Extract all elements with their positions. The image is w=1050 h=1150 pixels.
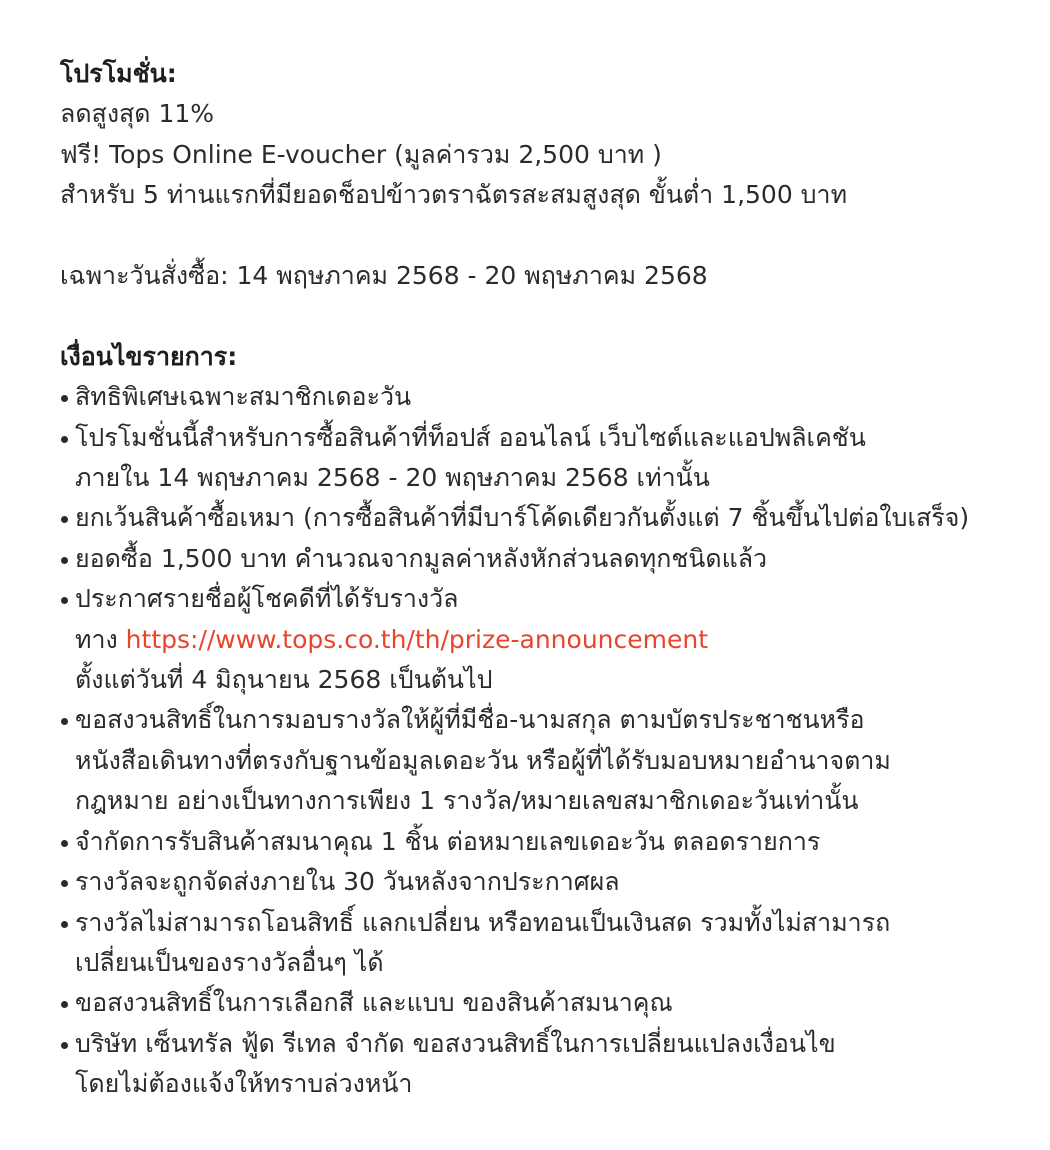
- condition-text: ประกาศรายชื่อผู้โชคดีที่ได้รับรางวัล: [75, 584, 459, 614]
- condition-text: โดยไม่ต้องแจ้งให้ทราบล่วงหน้า: [75, 1069, 413, 1099]
- condition-text: รางวัลจะถูกจัดส่งภายใน 30 วันหลังจากประกาศผล: [75, 867, 620, 897]
- promotion-discount: ลดสูงสุด 11%: [60, 99, 215, 129]
- condition-text: หนังสือเดินทางที่ตรงกับฐานข้อมูลเดอะวัน หรือผู้ที่ได้รับมอบหมายอำนาจตาม: [75, 745, 891, 775]
- condition-item-non-transferable: [60, 903, 1010, 984]
- link-prefix: ทาง: [75, 624, 126, 654]
- condition-item-winner-announcement: [60, 579, 1010, 700]
- condition-item-gift-limit: [60, 822, 1010, 862]
- condition-text: รางวัลไม่สามารถโอนสิทธิ์ แลกเปลี่ยน หรือทอนเป็นเงินสด รวมทั้งไม่สามารถ: [75, 907, 891, 937]
- condition-item-members-only: [60, 377, 1010, 417]
- condition-text: โปรโมชั่นนี้สำหรับการซื้อสินค้าที่ท็อปส์ ออนไลน์ เว็บไซต์และแอปพลิเคชัน: [75, 422, 866, 452]
- condition-item-channels: [60, 418, 1010, 499]
- conditions-heading: เงื่อนไขรายการ:: [60, 341, 238, 371]
- condition-text: ยอดซื้อ 1,500 บาท คำนวณจากมูลค่าหลังหักส่วนลดทุกชนิดแล้ว: [75, 543, 768, 573]
- condition-item-identity: [60, 700, 1010, 821]
- condition-text: บริษัท เซ็นทรัล ฟู้ด รีเทล จำกัด ขอสงวนสิทธิ์ในการเปลี่ยนแปลงเงื่อนไข: [75, 1028, 836, 1058]
- condition-item-color-style: [60, 983, 1010, 1023]
- condition-text: ภายใน 14 พฤษภาคม 2568 - 20 พฤษภาคม 2568 เท่านั้น: [75, 463, 710, 493]
- promotion-voucher: ฟรี! Tops Online E-voucher (มูลค่ารวม 2,500 บาท ): [60, 139, 662, 169]
- spacer: [60, 216, 1010, 256]
- prize-announcement-link[interactable]: https://www.tops.co.th/th/prize-announcement: [125, 624, 709, 654]
- condition-text: กฎหมาย อย่างเป็นทางการเพียง 1 รางวัล/หมายเลขสมาชิกเดอะวันเท่านั้น: [75, 786, 859, 816]
- conditions-list: [60, 377, 1010, 1104]
- condition-text: ตั้งแต่วันที่ 4 มิถุนายน 2568 เป็นต้นไป: [75, 665, 493, 695]
- condition-text: เปลี่ยนเป็นของรางวัลอื่นๆ ได้: [75, 947, 384, 977]
- condition-item-change-rights: [60, 1024, 1010, 1105]
- condition-item-spend-calculation: [60, 539, 1010, 579]
- condition-item-bulk-exclusion: [60, 498, 1010, 538]
- announcement-link-line: [75, 620, 1010, 660]
- condition-text: ขอสงวนสิทธิ์ในการเลือกสี และแบบ ของสินค้าสมนาคุณ: [75, 988, 673, 1018]
- condition-text: ยกเว้นสินค้าซื้อเหมา (การซื้อสินค้าที่มีบาร์โค้ดเดียวกันตั้งแต่ 7 ชิ้นขึ้นไปต่อใบเสร็จ): [75, 503, 970, 533]
- condition-text: สิทธิพิเศษเฉพาะสมาชิกเดอะวัน: [75, 382, 412, 412]
- spacer: [60, 296, 1010, 336]
- promotion-eligibility: สำหรับ 5 ท่านแรกที่มียอดช็อปข้าวตราฉัตรสะสมสูงสุด ขั้นต่ำ 1,500 บาท: [60, 180, 848, 210]
- promotion-period: เฉพาะวันสั่งซื้อ: 14 พฤษภาคม 2568 - 20 พฤษภาคม 2568: [60, 261, 708, 291]
- condition-text: จำกัดการรับสินค้าสมนาคุณ 1 ชิ้น ต่อหมายเลขเดอะวัน ตลอดรายการ: [75, 826, 821, 856]
- condition-item-delivery: [60, 862, 1010, 902]
- promotion-heading: โปรโมชั่น:: [60, 59, 177, 88]
- condition-text: ขอสงวนสิทธิ์ในการมอบรางวัลให้ผู้ที่มีชื่อ-นามสกุล ตามบัตรประชาชนหรือ: [75, 705, 865, 735]
